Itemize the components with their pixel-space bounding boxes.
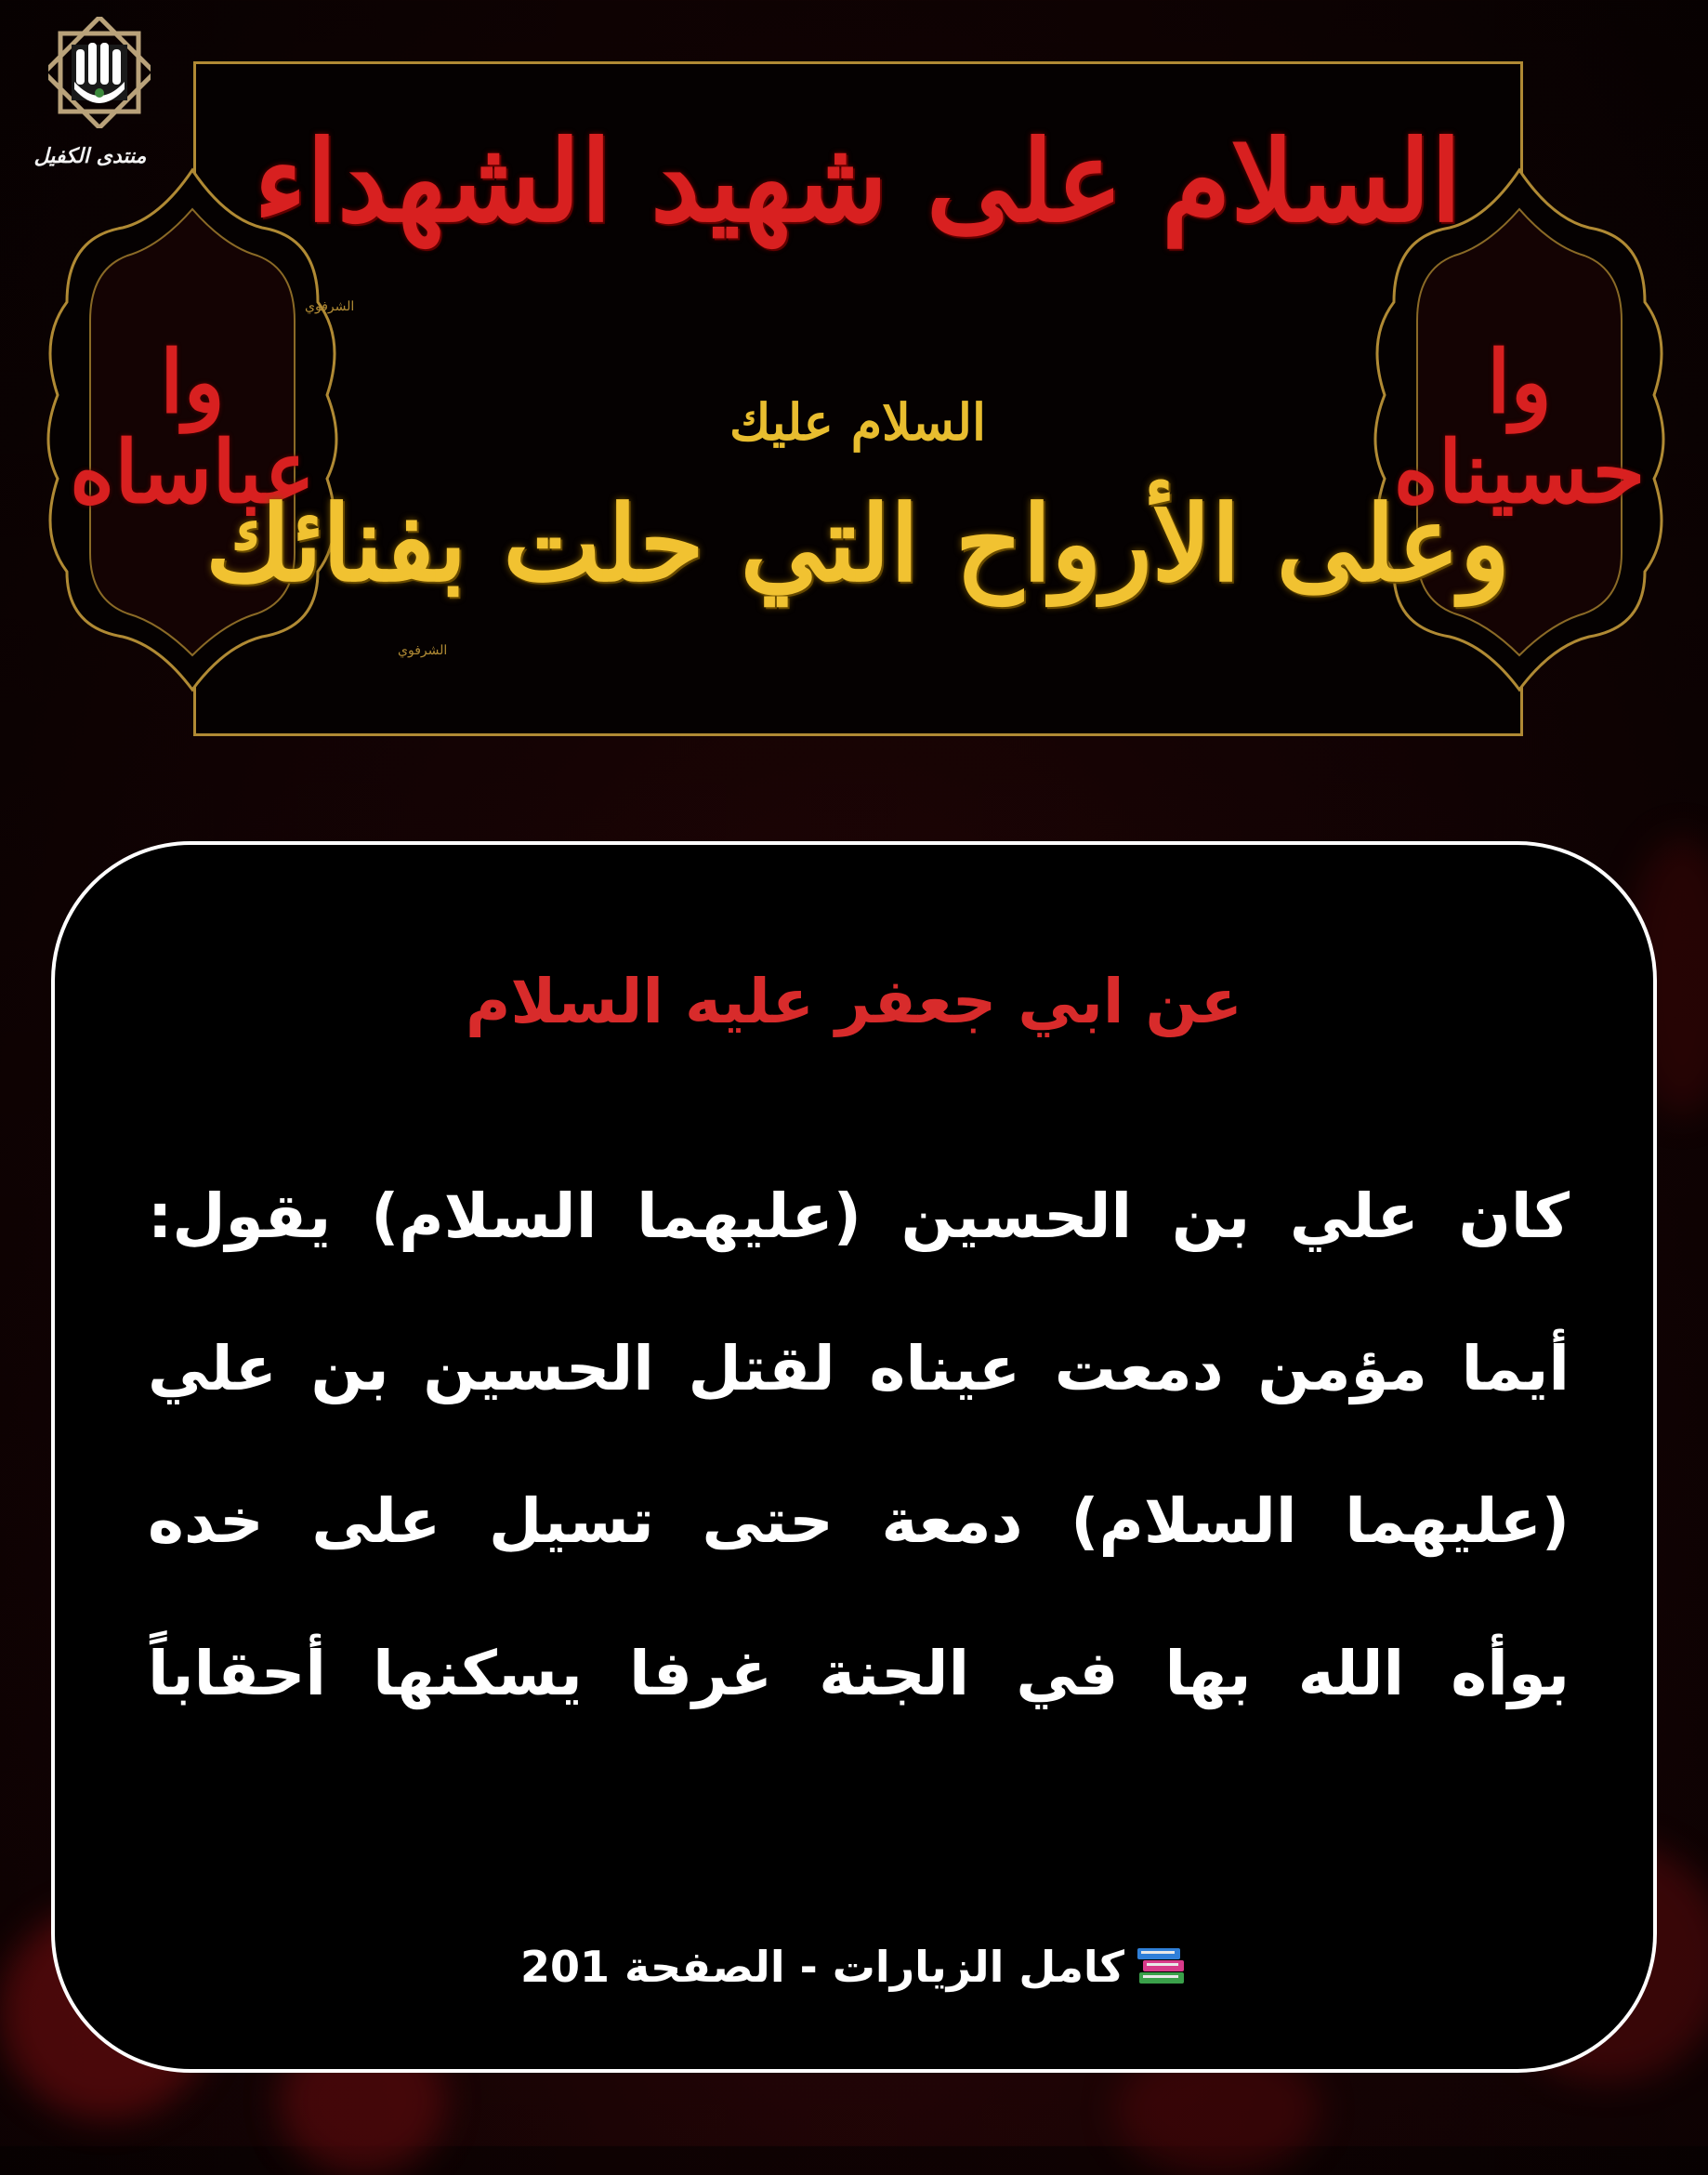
calligrapher-signature: الشرفوي bbox=[398, 643, 448, 658]
books-icon bbox=[1136, 1944, 1188, 1987]
header-banner bbox=[28, 56, 1682, 744]
hadith-card bbox=[51, 841, 1657, 2073]
calligrapher-signature: الشرفوي bbox=[305, 299, 355, 314]
source-reference bbox=[55, 1942, 1653, 1992]
source-text: كامل الزيارات - الصفحة 201 bbox=[520, 1942, 1124, 1992]
hadith-narrator-heading: عن ابي جعفر عليه السلام bbox=[466, 966, 1242, 1037]
hadith-text bbox=[148, 1170, 1570, 1780]
banner-title-red: السلام على شهيد الشهداء bbox=[254, 116, 1462, 247]
hadith-line: بوأه الله بها في الجنة غرفا يسكنها أحقاباً bbox=[148, 1638, 1570, 1709]
banner-title-gold: وعلى الأرواح التي حلت بفنائك bbox=[205, 483, 1510, 605]
hadith-line: كان علي بن الحسين (عليهما السلام) يقول: bbox=[148, 1180, 1570, 1252]
left-medallion-text: وا عباساه bbox=[70, 332, 316, 522]
logo-text: منتدى الكفيل bbox=[33, 144, 147, 168]
right-medallion-text: وا حسيناه bbox=[1393, 332, 1646, 522]
hadith-line: أيما مؤمن دمعت عيناه لقتل الحسين بن علي bbox=[148, 1333, 1570, 1404]
banner-subtitle: السلام عليك bbox=[729, 392, 986, 452]
hadith-line: (عليهما السلام) دمعة حتى تسيل على خده bbox=[148, 1485, 1570, 1557]
